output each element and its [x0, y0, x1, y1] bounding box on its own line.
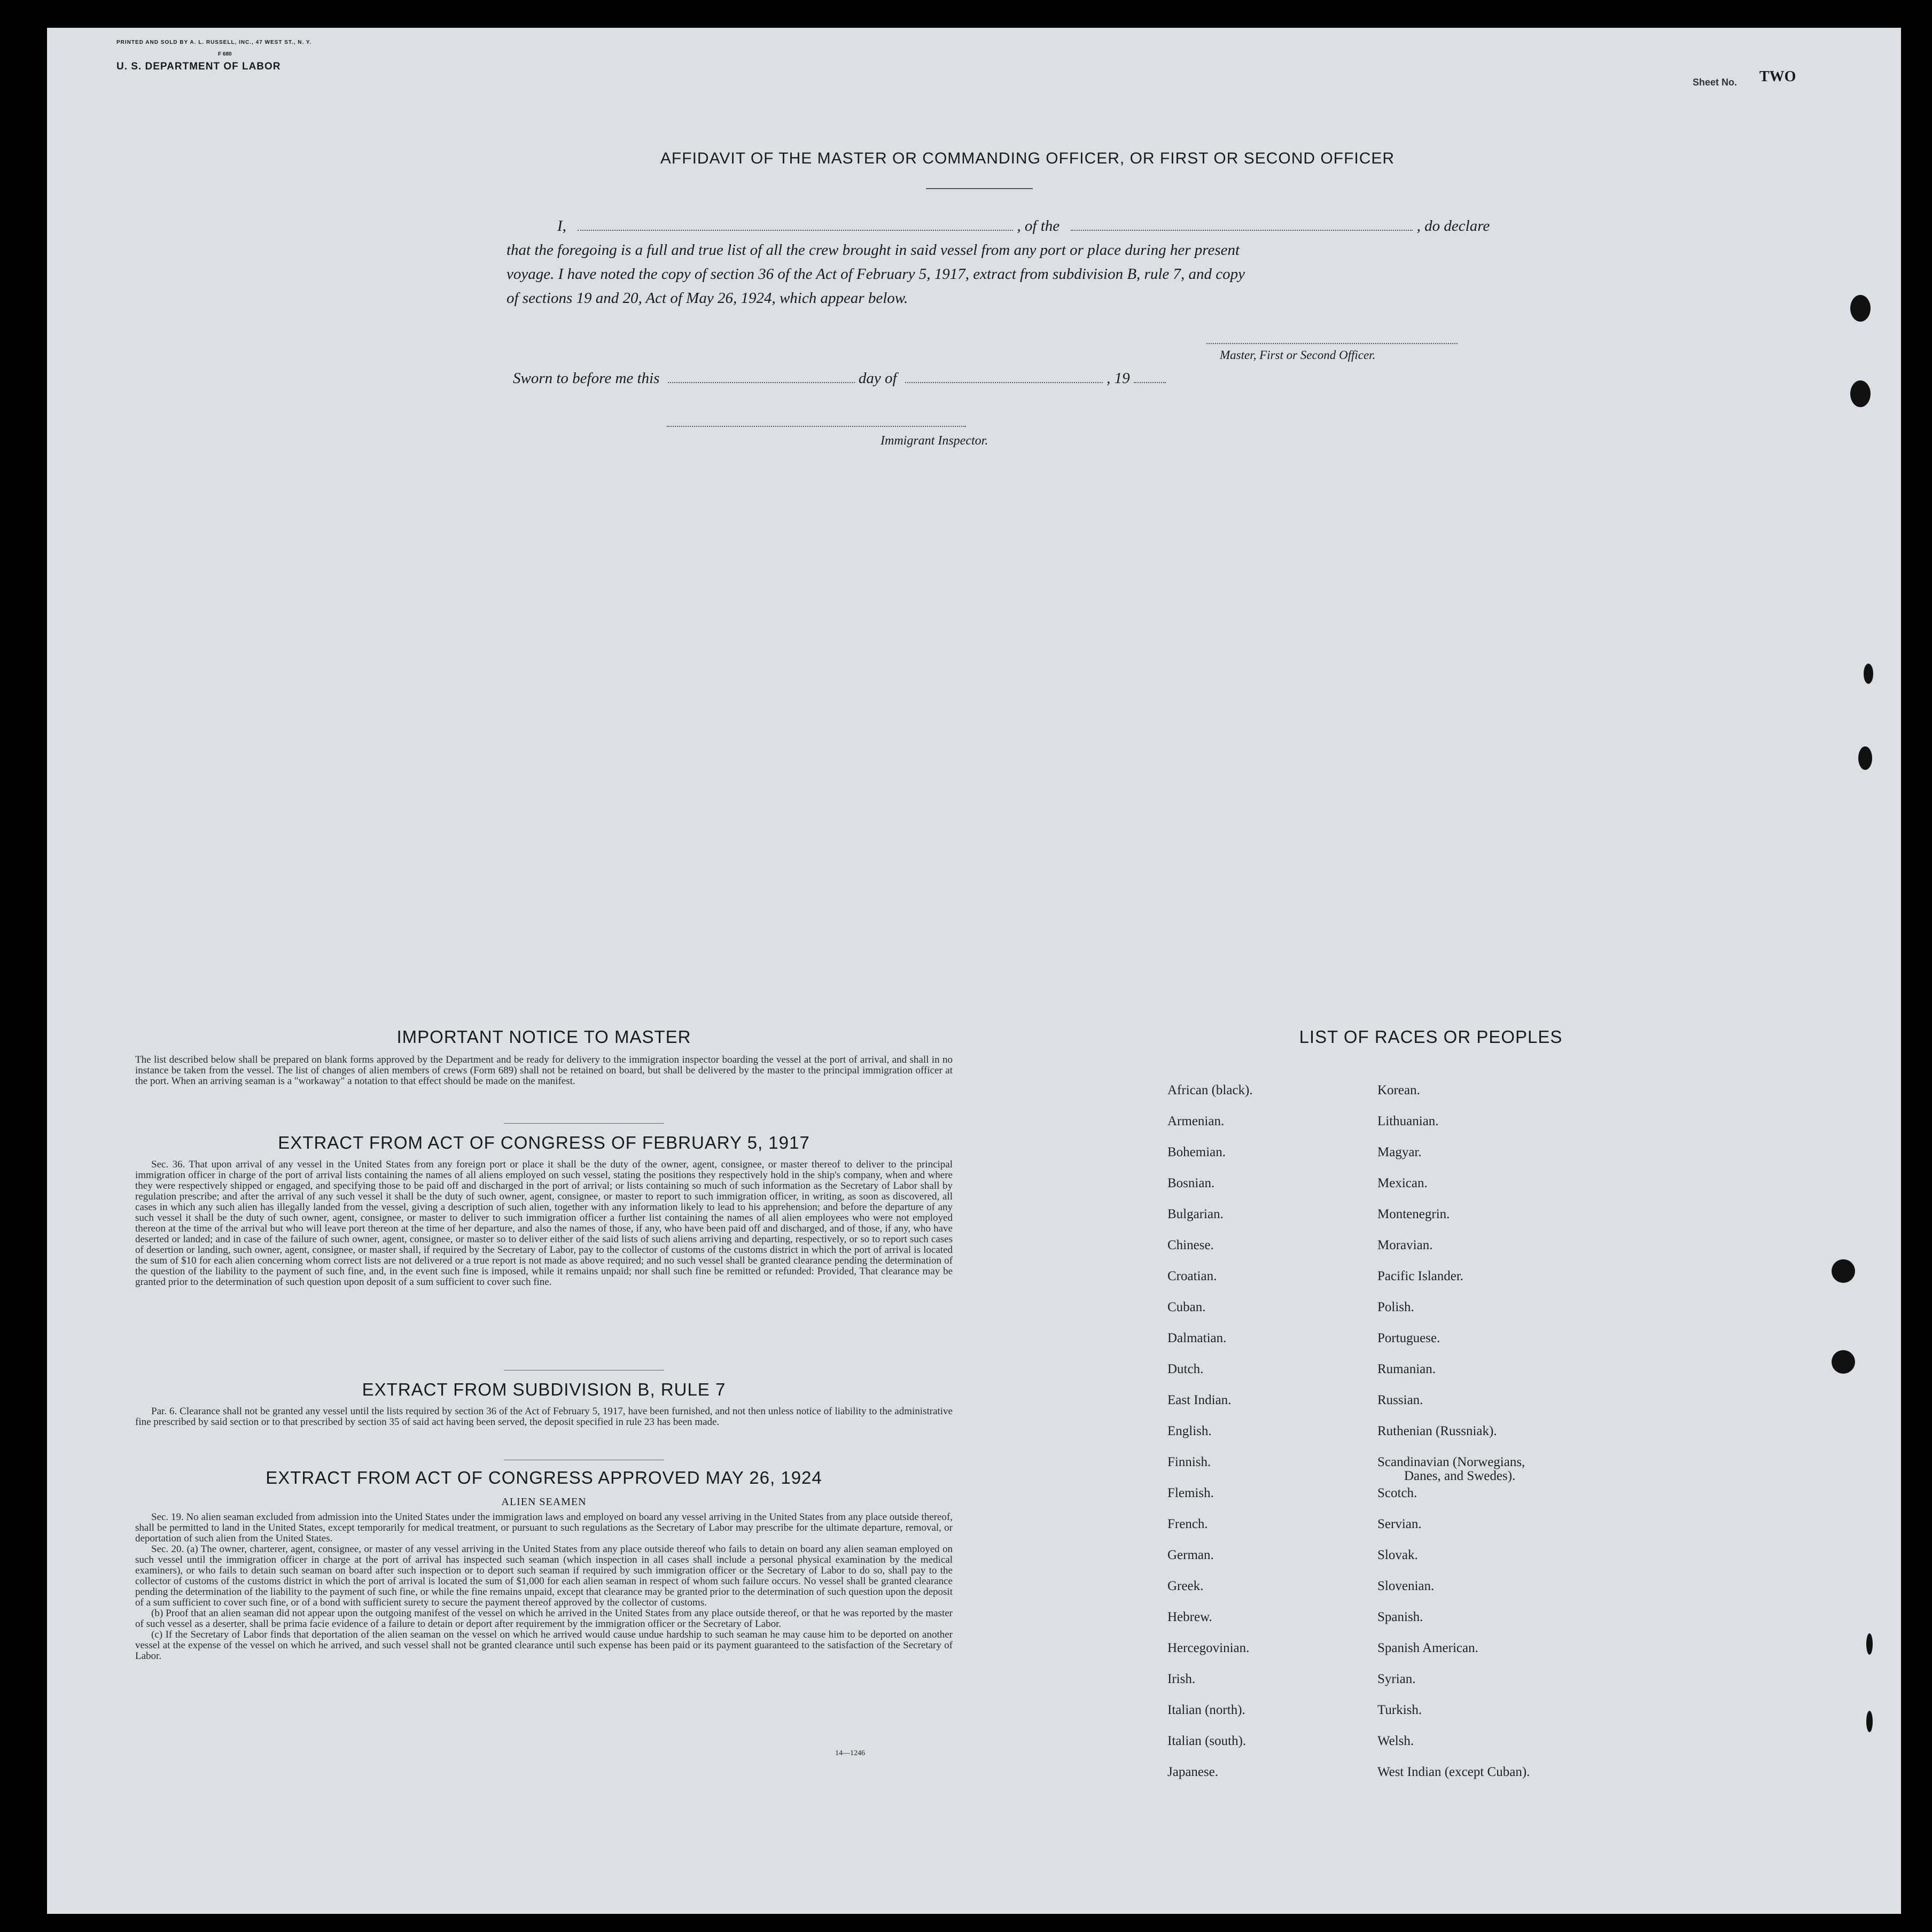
affidavit-title: AFFIDAVIT OF THE MASTER OR COMMANDING OFFICER, OR FIRST OR SECOND OFFICER — [660, 150, 1395, 167]
race-item: Croatian. — [1167, 1269, 1217, 1283]
sworn-line — [513, 370, 1166, 387]
race-item: Hercegovinian. — [1167, 1641, 1250, 1655]
sworn-day-field[interactable] — [668, 381, 855, 383]
year-prefix: , 19 — [1107, 370, 1130, 387]
punch-hole — [1832, 1350, 1855, 1374]
notice-body: The list described below shall be prepared on blank forms approved by the Department and be ready for delivery to the immigration inspector boarding the vessel at the port of arrival, and shall in no instance be taken from the vessel. The list of changes of alien members of crews (Form 689) shall not be retained on board, but shall be delivered by the master to the principal immigration officer at the port. When an arriving seaman is a "workaway" a notation to that effect should be made on the manifest. — [135, 1054, 953, 1087]
race-item: Korean. — [1377, 1083, 1420, 1097]
race-item: Armenian. — [1167, 1114, 1225, 1128]
race-item: Pacific Islander. — [1377, 1269, 1464, 1283]
punch-hole — [1832, 1259, 1855, 1283]
race-item: Japanese. — [1167, 1765, 1219, 1779]
race-item: Lithuanian. — [1377, 1114, 1439, 1128]
name-field[interactable] — [578, 229, 1013, 231]
races-title: LIST OF RACES OR PEOPLES — [1299, 1027, 1563, 1047]
race-item: Bohemian. — [1167, 1145, 1226, 1159]
race-item: Portuguese. — [1377, 1331, 1440, 1345]
do-declare-label: , do declare — [1416, 217, 1490, 235]
sheet-number: TWO — [1759, 68, 1796, 85]
race-item: German. — [1167, 1548, 1214, 1562]
race-item: Spanish. — [1377, 1610, 1423, 1624]
rule7-body: Par. 6. Clearance shall not be granted any vessel until the lists required by section 36 of the Act of February 5, 1917, have been furnished, and not then unless notice of liability to the administrative fine prescribed by said section or to that prescribed by section 35 of said act having been served, the deposit specified in rule 23 has been made. — [135, 1406, 953, 1428]
race-item: African (black). — [1167, 1083, 1253, 1097]
punch-hole — [1850, 380, 1871, 407]
extract-1924-title: EXTRACT FROM ACT OF CONGRESS APPROVED MAY 26, 1924 — [266, 1468, 822, 1487]
punch-hole — [1850, 295, 1871, 322]
extract-1917-body: Sec. 36. That upon arrival of any vessel in the United States from any foreign port or place it shall be the duty of the owner, agent, consignee, or master thereof to deliver to the principal immigration officer in charge of the port of arrival lists containing the names of all aliens employed on such vessel, stating the positions they respectively hold in the ship's company, when and where they were respectively shipped or engaged, and specifying those to be paid off and discharged in the port of arrival; or lists containing so much of such information as the Secretary of Labor shall by regulation prescribe; and after the arrival of any such vessel it shall be the duty of such owner, agent, consignee, or master to report to such immigration officer, in writing, as soon as discovered, all cases in which any such alien has illegally landed from the vessel, giving a description of such alien, together with any information likely to lead to his apprehension; and before the departure of any such vessel it shall be the duty of such owner, agent, consignee, or master to deliver to such immigration officer a further list containing the names of all alien employees who were not employed thereon at the time of the arrival but who will leave port thereon at the time of her departure, and also the names of those, if any, who have been paid off and discharged, and of those, if any, who have deserted or landed; and in case of the failure of such owner, agent, consignee, or master so to deliver either of the said lists of such aliens arriving and departing, respectively, or so to report such cases of desertion or landing, such owner, agent, consignee, or master shall, if required by the Secretary of Labor, pay to the collector of customs of the customs district in which the port of arrival is located the sum of $10 for each alien concerning whom correct lists are not delivered or a true report is not made as above required; and no such vessel shall be granted clearance pending the determination of the question of the liability to the payment of such fine, and, in the event such fine is imposed, while it remains unpaid; nor shall such fine be remitted or refunded: Provided, That clearance may be granted prior to the determination of such question upon deposit of a sum sufficient to cover such fine. — [135, 1159, 953, 1288]
race-item: Slovak. — [1377, 1548, 1418, 1562]
vessel-field[interactable] — [1071, 229, 1413, 231]
inspector-signature-line[interactable] — [667, 426, 966, 427]
inspector-caption: Immigrant Inspector. — [881, 434, 988, 448]
race-item: Italian (north). — [1167, 1703, 1245, 1717]
department-name: U. S. DEPARTMENT OF LABOR — [116, 61, 281, 72]
section-20a: Sec. 20. (a) The owner, charterer, agent, consignee, or master of any vessel arriving in the United States from any place outside thereof who fails to detain on board any alien seaman employed on such vessel until the immigration officer in charge at the port of arrival has inspected such seaman (which inspection in all cases shall include a personal physical examination by the medical examiners), or who fails to detain such seaman on board after such inspection or to deport such seaman if required by such immigration officer or the Secretary of Labor to do so, shall pay to the collector of customs of the customs district in which the port of arrival is located the sum of $1,000 for each alien seaman in respect of whom such failure occurs. No vessel shall be granted clearance pending the determination of the liability to the payment of such fine, or while the fine remains unpaid, except that clearance may be granted prior to the determination of such question upon the deposit of a sum sufficient to cover such fine, or of a bond with sufficient surety to secure the payment thereof approved by the collector of customs. — [135, 1544, 953, 1608]
master-caption: Master, First or Second Officer. — [1220, 348, 1376, 362]
alien-seamen-subtitle: ALIEN SEAMEN — [501, 1496, 587, 1508]
race-item: Bosnian. — [1167, 1176, 1215, 1190]
race-item: Moravian. — [1377, 1238, 1433, 1252]
race-item: English. — [1167, 1424, 1212, 1438]
race-item: Servian. — [1377, 1517, 1422, 1531]
race-item: Turkish. — [1377, 1703, 1422, 1717]
race-item: West Indian (except Cuban). — [1377, 1765, 1530, 1779]
race-item: Magyar. — [1377, 1145, 1422, 1159]
race-item: Dutch. — [1167, 1362, 1204, 1376]
extract-1924-body — [135, 1512, 953, 1662]
race-item: East Indian. — [1167, 1393, 1232, 1407]
divider-1 — [504, 1123, 664, 1124]
punch-hole — [1866, 1711, 1873, 1732]
race-item: Finnish. — [1167, 1455, 1211, 1469]
rule7-title: EXTRACT FROM SUBDIVISION B, RULE 7 — [362, 1380, 726, 1399]
race-item: Montenegrin. — [1377, 1207, 1450, 1221]
i-label: I, — [557, 217, 566, 235]
printer-line: PRINTED AND SOLD BY A. L. RUSSELL, INC., 47 WEST ST., N. Y. — [116, 40, 312, 45]
title-divider — [926, 188, 1033, 189]
race-item: Scotch. — [1377, 1486, 1417, 1500]
sworn-year-field[interactable] — [1134, 381, 1166, 383]
race-item: Syrian. — [1377, 1672, 1416, 1686]
race-item: Danes, and Swedes). — [1404, 1469, 1516, 1483]
sworn-label: Sworn to before me this — [513, 370, 660, 387]
race-item: French. — [1167, 1517, 1208, 1531]
extract-1917-title: EXTRACT FROM ACT OF CONGRESS OF FEBRUARY 5, 1917 — [278, 1133, 810, 1152]
race-item: Irish. — [1167, 1672, 1196, 1686]
race-item: Dalmatian. — [1167, 1331, 1227, 1345]
race-item: Scandinavian (Norwegians, — [1377, 1455, 1525, 1469]
race-item: Spanish American. — [1377, 1641, 1478, 1655]
race-item: Greek. — [1167, 1579, 1204, 1593]
punch-hole — [1864, 664, 1873, 684]
master-signature-line[interactable] — [1206, 343, 1458, 344]
section-19: Sec. 19. No alien seaman excluded from admission into the United States under the immigration laws and employed on board any vessel arriving in the United States from any place outside thereof, shall be permitted to land in the United States, except temporarily for medical treatment, or pursuant to such regulations as the Secretary of Labor may prescribe for the ultimate departure, removal, or deportation of such alien from the United States. — [135, 1512, 953, 1544]
race-item: Flemish. — [1167, 1486, 1214, 1500]
sheet-label: Sheet No. — [1693, 77, 1738, 88]
race-item: Rumanian. — [1377, 1362, 1436, 1376]
race-item: Polish. — [1377, 1300, 1414, 1314]
race-item: Welsh. — [1377, 1734, 1414, 1748]
affidavit-line-2: that the foregoing is a full and true list of all the crew brought in said vessel from any port or place during her present — [507, 242, 1240, 259]
section-20c: (c) If the Secretary of Labor finds that deportation of the alien seaman on the vessel on which he arrived would cause undue hardship to such seaman he may cause him to be deported on another vessel at the expense of the vessel on which he arrived, and such vessel shall not be granted clearance until such expense has been paid or its payment guaranteed to the satisfaction of the Secretary of Labor. — [135, 1629, 953, 1662]
race-item: Italian (south). — [1167, 1734, 1247, 1748]
affidavit-line-1 — [557, 217, 1490, 235]
document-page — [47, 28, 1901, 1914]
form-code: 14—1246 — [835, 1749, 865, 1757]
race-item: Ruthenian (Russniak). — [1377, 1424, 1497, 1438]
sworn-month-field[interactable] — [905, 381, 1103, 383]
race-item: Chinese. — [1167, 1238, 1214, 1252]
section-20b: (b) Proof that an alien seaman did not appear upon the outgoing manifest of the vessel on which he arrived in the United States from any place outside thereof, or that he was reported by the master of such vessel as a deserter, shall be prima facie evidence of a failure to detain or deport after requirement by the immigration officer or the Secretary of Labor. — [135, 1608, 953, 1630]
day-of-label: day of — [858, 370, 897, 387]
race-item: Russian. — [1377, 1393, 1423, 1407]
race-item: Hebrew. — [1167, 1610, 1212, 1624]
of-the-label: , of the — [1017, 217, 1060, 235]
notice-title: IMPORTANT NOTICE TO MASTER — [396, 1027, 691, 1047]
race-item: Cuban. — [1167, 1300, 1206, 1314]
affidavit-line-3: voyage. I have noted the copy of section 36 of the Act of February 5, 1917, extract from subdivision B, rule 7, and copy — [507, 266, 1245, 283]
race-item: Slovenian. — [1377, 1579, 1435, 1593]
form-number: F 680 — [218, 51, 232, 57]
punch-hole — [1866, 1633, 1873, 1655]
race-item: Mexican. — [1377, 1176, 1428, 1190]
race-item: Bulgarian. — [1167, 1207, 1224, 1221]
punch-hole — [1858, 746, 1872, 770]
affidavit-line-4: of sections 19 and 20, Act of May 26, 1924, which appear below. — [507, 290, 908, 307]
